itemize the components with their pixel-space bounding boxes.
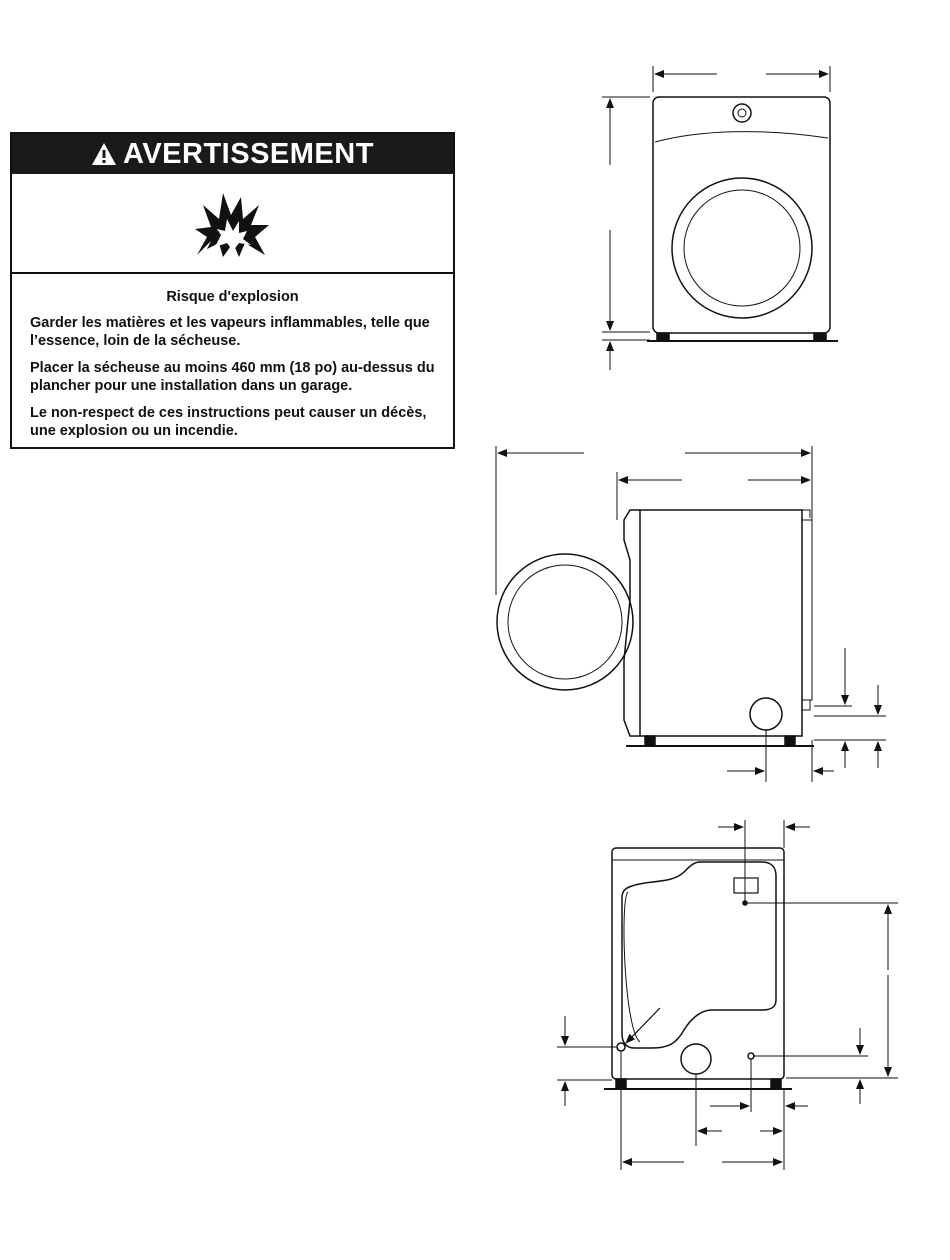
warning-text xyxy=(12,274,453,440)
dryer-side-view xyxy=(490,440,900,785)
warning-paragraph: Le non-respect de ces instructions peut causer un décès, une explosion ou un incendie. xyxy=(30,405,427,439)
explosion-icon xyxy=(193,185,273,264)
dryer-front-view xyxy=(590,60,850,380)
warning-icon-area xyxy=(12,176,453,274)
warning-title: AVERTISSEMENT xyxy=(123,137,374,170)
warning-paragraph: Garder les matières et les vapeurs inflammables, telle que l’essence, loin de la sécheuse. xyxy=(30,315,430,349)
warning-subtitle: Risque d'explosion xyxy=(166,289,299,305)
warning-box xyxy=(10,132,455,449)
dryer-rear-view xyxy=(550,815,910,1180)
warning-triangle-icon xyxy=(91,142,117,166)
warning-header xyxy=(12,134,453,176)
warning-paragraph: Placer la sécheuse au moins 460 mm (18 po) au-dessus du plancher pour une installation dans un garage. xyxy=(30,360,435,394)
